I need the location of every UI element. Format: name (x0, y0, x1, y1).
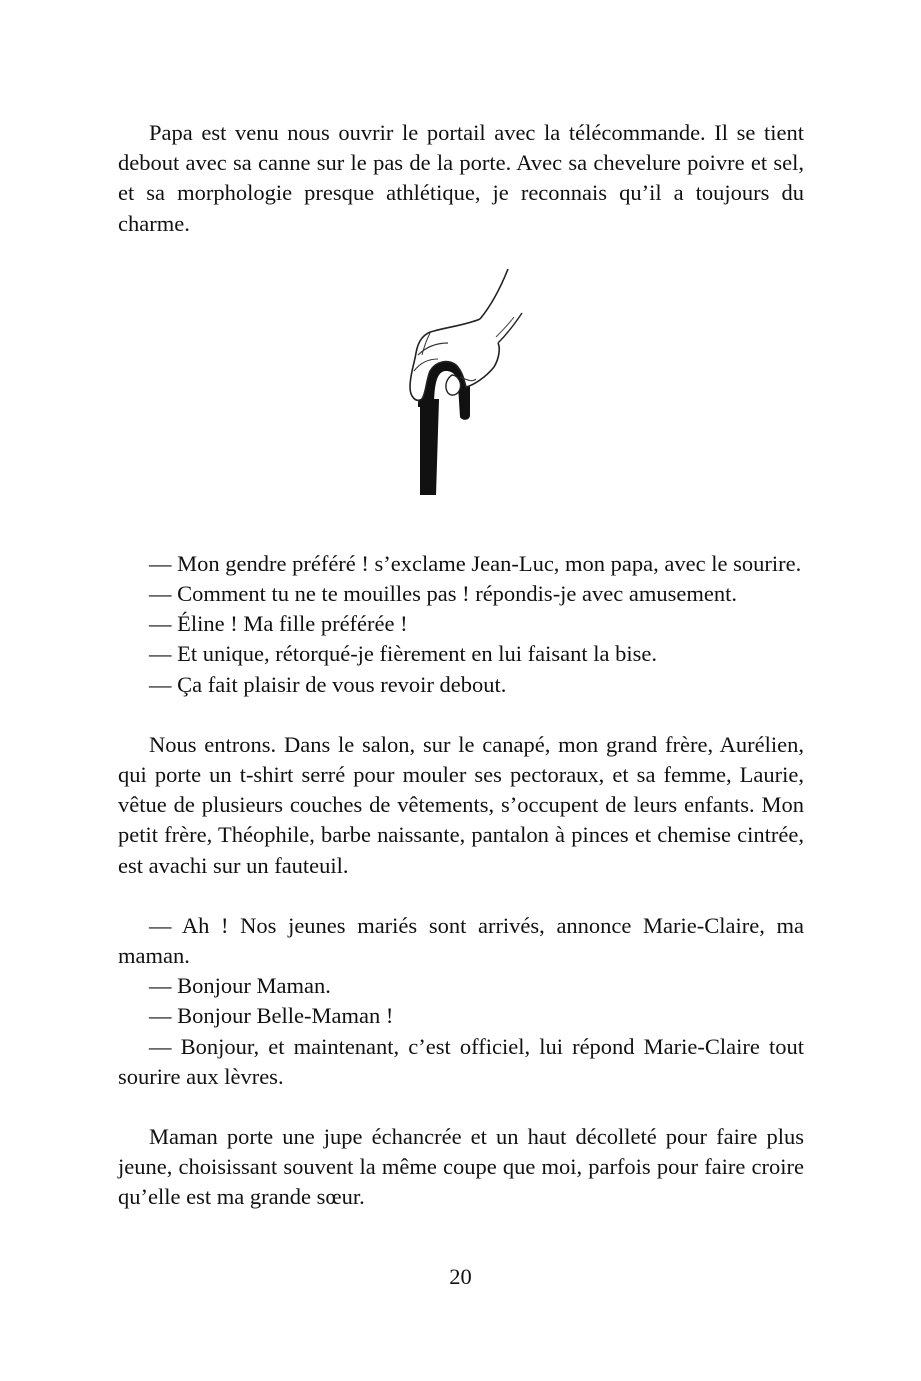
hand-holding-cane-icon (396, 267, 526, 507)
section-gap (118, 700, 804, 730)
dialog-line: — Bonjour Maman. (149, 973, 331, 999)
dialog-line: — Et unique, rétorqué-je fièrement en lui faisant la bise. (149, 641, 657, 667)
dialog-line: — Ça fait plaisir de vous revoir debout. (149, 671, 507, 697)
dialog-papa (118, 549, 804, 700)
paragraph-salon (118, 730, 804, 881)
paragraph-maman-outfit (118, 1122, 804, 1213)
paragraph-papa-arrival (118, 118, 804, 239)
paragraph-text: Nous entrons. Dans le salon, sur le canapé, mon grand frère, Aurélien, qui porte un t-shirt serré pour mouler ses pectoraux, et sa femme, Laurie, vêtue de plusieurs couches de vêtements, s’occupent de leurs enfants. Mon petit frère, Théophile, barbe naissante, pantalon à pinces et chemise cintrée, est avachi sur un fauteuil. (118, 731, 804, 878)
paragraph-text: Maman porte une jupe échancrée et un haut décolleté pour faire plus jeune, choisissant souvent la même coupe que moi, parfois pour faire croire qu’elle est ma grande sœur. (118, 1124, 804, 1210)
paragraph-text: Papa est venu nous ouvrir le portail avec la télécommande. Il se tient debout avec sa canne sur le pas de la porte. Avec sa chevelure poivre et sel, et sa morphologie presque athlétique, je reconnais qu’il a toujours du charme. (118, 120, 804, 236)
dialog-line: — Ah ! Nos jeunes mariés sont arrivés, annonce Marie-Claire, ma maman. (118, 912, 804, 969)
dialog-maman (118, 911, 804, 1092)
dialog-line: — Éline ! Ma fille préférée ! (149, 611, 408, 637)
dialog-line: — Comment tu ne te mouilles pas ! répondis-je avec amusement. (149, 581, 737, 607)
dialog-line: — Bonjour Belle-Maman ! (149, 1003, 394, 1029)
dialog-line: — Bonjour, et maintenant, c’est officiel, lui répond Marie-Claire tout sourire aux lèvres. (118, 1033, 804, 1089)
page-number: 20 (449, 1264, 472, 1289)
section-gap (118, 1092, 804, 1122)
book-page (118, 118, 804, 1213)
section-gap (118, 881, 804, 911)
dialog-line: — Mon gendre préféré ! s’exclame Jean-Luc, mon papa, avec le sourire. (149, 550, 802, 576)
